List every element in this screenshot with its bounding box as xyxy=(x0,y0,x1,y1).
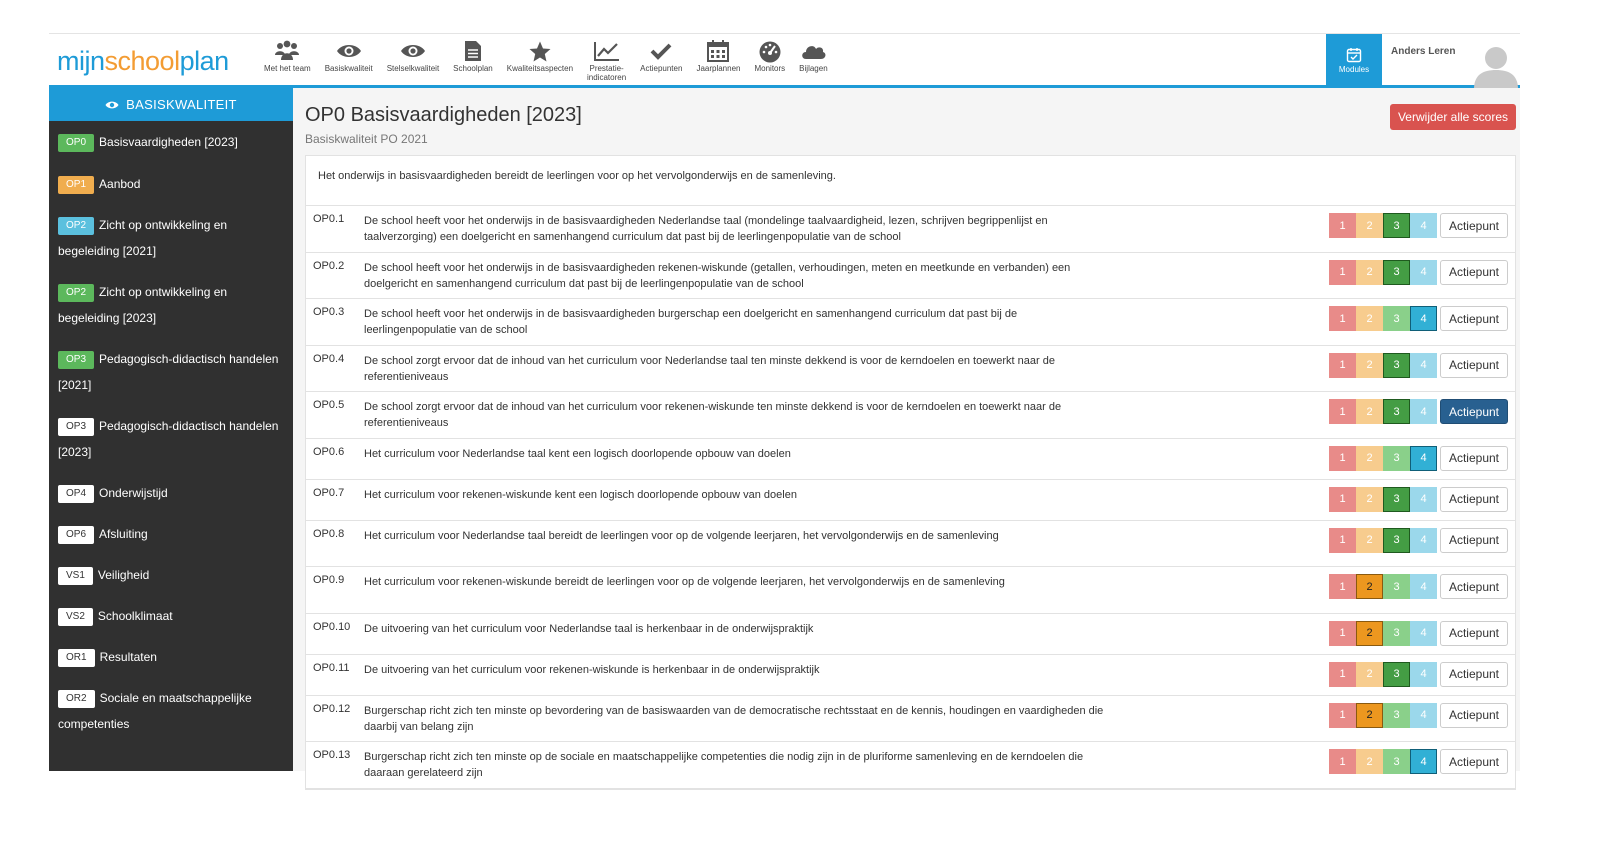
score-button-3[interactable]: 3 xyxy=(1383,574,1410,599)
nav-label: Prestatie- indicatoren xyxy=(587,64,627,82)
criterion-text: De school zorgt ervoor dat de inhoud van het curriculum voor rekenen-wiskunde ten minste dekkend is voor de kerndoelen en toewerkt naar de referentieniveaus xyxy=(364,401,1062,429)
actiepunt-button[interactable]: Actiepunt xyxy=(1440,353,1508,378)
nav-item-jaarplannen[interactable] xyxy=(689,38,747,86)
eye-icon xyxy=(400,38,426,64)
score-button-3[interactable]: 3 xyxy=(1383,487,1410,512)
sidebar-item-badge: OP6 xyxy=(58,526,94,544)
criterion-row xyxy=(306,346,1515,393)
sidebar-item-label: Schoolklimaat xyxy=(97,609,173,623)
intro-text: Het onderwijs in basisvaardigheden bereidt de leerlingen voor op het vervolgonderwijs en de samenleving. xyxy=(306,156,1515,206)
criterion-row xyxy=(306,521,1515,568)
document-icon xyxy=(464,38,482,64)
calendar-check-icon xyxy=(1346,47,1362,63)
score-button-2[interactable]: 2 xyxy=(1356,528,1383,553)
criterion-row xyxy=(306,655,1515,696)
sidebar-item-op6[interactable] xyxy=(49,513,293,554)
score-button-1[interactable]: 1 xyxy=(1329,528,1356,553)
score-button-2[interactable]: 2 xyxy=(1356,306,1383,331)
sidebar-item-op2[interactable] xyxy=(49,204,293,271)
star-icon xyxy=(529,38,551,64)
criteria-panel xyxy=(305,155,1516,790)
sidebar-item-op1[interactable] xyxy=(49,163,293,204)
logo-part-2: school xyxy=(104,46,180,76)
nav-label: Basiskwaliteit xyxy=(324,64,373,73)
score-button-4[interactable]: 4 xyxy=(1410,487,1437,512)
score-buttons xyxy=(1329,353,1437,378)
score-button-4[interactable]: 4 xyxy=(1410,260,1437,285)
actiepunt-button[interactable]: Actiepunt xyxy=(1440,213,1508,238)
top-navigation-bar xyxy=(49,33,1520,88)
actiepunt-button[interactable]: Actiepunt xyxy=(1440,574,1508,599)
sidebar-item-badge: OR2 xyxy=(58,690,95,708)
sidebar-item-vs1[interactable] xyxy=(49,554,293,595)
actiepunt-button[interactable]: Actiepunt xyxy=(1440,749,1508,774)
actiepunt-button[interactable]: Actiepunt xyxy=(1440,306,1508,331)
score-buttons xyxy=(1329,749,1437,774)
criterion-code: OP0.5 xyxy=(313,399,345,411)
nav-label: Jaarplannen xyxy=(696,64,741,73)
nav-label: Actiepunten xyxy=(640,64,683,73)
criterion-row xyxy=(306,742,1515,789)
criterion-row xyxy=(306,253,1515,300)
score-buttons xyxy=(1329,621,1437,646)
criteria-list xyxy=(306,206,1515,789)
score-button-1[interactable]: 1 xyxy=(1329,446,1356,471)
score-button-2[interactable]: 2 xyxy=(1356,213,1383,238)
score-buttons xyxy=(1329,446,1437,471)
criterion-code: OP0.3 xyxy=(313,306,345,318)
score-button-1[interactable]: 1 xyxy=(1329,749,1356,774)
actiepunt-button[interactable]: Actiepunt xyxy=(1440,399,1508,424)
score-button-1[interactable]: 1 xyxy=(1329,399,1356,424)
criterion-code: OP0.4 xyxy=(313,352,345,365)
score-button-2[interactable]: 2 xyxy=(1356,621,1383,646)
nav-label: Met het team xyxy=(264,64,311,73)
criterion-text: De school heeft voor het onderwijs in de basisvaardigheden rekenen-wiskunde (getallen, verhoudingen, meten en meetkunde en verbanden) een doelgericht en samenhangend curriculum dat past bij de leerlingenpopulatie van de school xyxy=(364,261,1071,290)
criterion-text: Het curriculum voor rekenen-wiskunde bereidt de leerlingen voor op de volgende leerjaren, het vervolgonderwijs en de samenleving xyxy=(364,576,1005,588)
criterion-code: OP0.1 xyxy=(313,213,345,225)
criterion-row xyxy=(306,206,1515,253)
score-button-4[interactable]: 4 xyxy=(1410,399,1437,424)
score-button-1[interactable]: 1 xyxy=(1329,487,1356,512)
criterion-text: De school heeft voor het onderwijs in de basisvaardigheden Nederlandse taal (mondelinge taalvaardigheid, lezen, schrijven begrippenlijst en taalverzorging) een doelgericht en samenhangend curriculum dat past bij de leerlingenpopulatie van de school xyxy=(364,215,1048,243)
score-button-1[interactable]: 1 xyxy=(1329,621,1356,646)
score-buttons xyxy=(1329,399,1437,424)
criterion-code: OP0.8 xyxy=(313,527,345,540)
nav-item-schoolplan[interactable] xyxy=(446,38,500,86)
actiepunt-button[interactable]: Actiepunt xyxy=(1440,446,1508,471)
score-button-4[interactable]: 4 xyxy=(1410,446,1437,471)
criterion-row xyxy=(306,299,1515,346)
page-subtitle: Basiskwaliteit PO 2021 xyxy=(305,132,428,146)
score-buttons xyxy=(1329,213,1437,238)
sidebar-item-label: Pedagogisch-didactisch handelen [2021] xyxy=(58,352,279,392)
criterion-row xyxy=(306,614,1515,655)
score-button-4[interactable]: 4 xyxy=(1410,306,1437,331)
nav-item-basiskwaliteit[interactable] xyxy=(318,38,380,86)
checkmark-icon xyxy=(650,38,672,64)
nav-item-stelselkwaliteit[interactable] xyxy=(380,38,446,86)
score-button-2[interactable]: 2 xyxy=(1356,574,1383,599)
score-buttons xyxy=(1329,703,1437,728)
line-chart-icon xyxy=(594,38,620,64)
score-button-3[interactable]: 3 xyxy=(1383,399,1410,424)
app-window xyxy=(49,33,1520,779)
score-button-1[interactable]: 1 xyxy=(1329,662,1356,687)
sidebar-item-op3[interactable] xyxy=(49,405,293,472)
nav-item-kwaliteitsaspecten[interactable] xyxy=(500,38,580,86)
score-button-3[interactable]: 3 xyxy=(1383,306,1410,331)
delete-all-scores-button[interactable]: Verwijder alle scores xyxy=(1390,104,1516,130)
sidebar xyxy=(49,88,293,771)
sidebar-item-badge: OP2 xyxy=(58,284,94,302)
criterion-text: Burgerschap richt zich ten minste op de sociale en maatschappelijke competenties die nodig zijn in de pluriforme samenleving en de kerndoelen die daaraan gerelateerd zijn xyxy=(364,751,1084,779)
score-button-2[interactable]: 2 xyxy=(1356,703,1383,728)
score-button-3[interactable]: 3 xyxy=(1383,662,1410,687)
logo-part-3: plan xyxy=(179,46,229,76)
score-button-2[interactable]: 2 xyxy=(1356,399,1383,424)
score-button-3[interactable]: 3 xyxy=(1383,446,1410,471)
score-button-2[interactable]: 2 xyxy=(1356,353,1383,378)
user-silhouette-icon xyxy=(1471,42,1521,89)
sidebar-item-badge: OP1 xyxy=(58,176,94,194)
sidebar-item-op3[interactable] xyxy=(49,338,293,405)
avatar[interactable] xyxy=(1471,42,1521,89)
score-button-3[interactable]: 3 xyxy=(1383,749,1410,774)
score-button-1[interactable]: 1 xyxy=(1329,703,1356,728)
score-button-3[interactable]: 3 xyxy=(1383,621,1410,646)
eye-icon xyxy=(336,38,362,64)
criterion-text: Het curriculum voor Nederlandse taal kent een logisch doorlopende opbouw van doelen xyxy=(364,447,791,460)
score-buttons xyxy=(1329,260,1437,285)
criterion-code: OP0.10 xyxy=(313,620,351,633)
team-icon xyxy=(274,38,300,64)
actiepunt-button[interactable]: Actiepunt xyxy=(1440,662,1508,687)
score-buttons xyxy=(1329,662,1437,687)
score-button-3[interactable]: 3 xyxy=(1383,353,1410,378)
actiepunt-button[interactable]: Actiepunt xyxy=(1440,528,1508,553)
sidebar-item-badge: VS1 xyxy=(58,567,93,585)
sidebar-item-badge: OP3 xyxy=(58,418,94,436)
score-button-4[interactable]: 4 xyxy=(1410,528,1437,553)
score-button-2[interactable]: 2 xyxy=(1356,662,1383,687)
sidebar-item-op4[interactable] xyxy=(49,472,293,513)
score-button-2[interactable]: 2 xyxy=(1356,487,1383,512)
page-title: OP0 Basisvaardigheden [2023] xyxy=(305,104,582,126)
score-button-3[interactable]: 3 xyxy=(1383,528,1410,553)
score-button-1[interactable]: 1 xyxy=(1329,306,1356,331)
cloud-icon xyxy=(800,38,826,64)
score-buttons xyxy=(1329,574,1437,599)
criterion-row xyxy=(306,696,1515,743)
sidebar-item-label: Zicht op ontwikkeling en begeleiding [2021] xyxy=(58,218,228,258)
logo[interactable] xyxy=(57,46,229,77)
sidebar-item-label: Onderwijstijd xyxy=(99,486,168,500)
logo-part-1: mijn xyxy=(57,46,105,76)
sidebar-item-label: Afsluiting xyxy=(99,527,148,541)
eye-icon xyxy=(105,100,119,110)
criterion-code: OP0.2 xyxy=(313,259,345,272)
score-buttons xyxy=(1329,306,1437,331)
criterion-text: De uitvoering van het curriculum voor rekenen-wiskunde is herkenbaar in de onderwijspraktijk xyxy=(364,663,820,676)
nav-item-prestatie-indicatoren[interactable] xyxy=(580,38,633,86)
nav-label: Stelselkwaliteit xyxy=(386,64,440,73)
score-button-2[interactable]: 2 xyxy=(1356,749,1383,774)
score-button-3[interactable]: 3 xyxy=(1383,213,1410,238)
criterion-row xyxy=(306,439,1515,480)
sidebar-item-op0[interactable] xyxy=(49,121,293,163)
score-button-1[interactable]: 1 xyxy=(1329,353,1356,378)
nav-label: Schoolplan xyxy=(453,64,493,73)
actiepunt-button[interactable]: Actiepunt xyxy=(1440,487,1508,512)
nav-label: Bijlagen xyxy=(799,64,828,73)
sidebar-item-label: Zicht op ontwikkeling en begeleiding [2023] xyxy=(58,285,228,325)
nav-item-met-het-team[interactable] xyxy=(257,38,318,86)
score-button-4[interactable]: 4 xyxy=(1410,574,1437,599)
sidebar-header-label: BASISKWALITEIT xyxy=(126,97,237,112)
sidebar-item-vs2[interactable] xyxy=(49,595,293,636)
criterion-code: OP0.12 xyxy=(313,702,351,715)
score-button-1[interactable]: 1 xyxy=(1329,213,1356,238)
score-button-4[interactable]: 4 xyxy=(1410,213,1437,238)
sidebar-item-or2[interactable] xyxy=(49,677,293,744)
sidebar-item-label: Aanbod xyxy=(99,177,141,191)
user-name[interactable]: Anders Leren xyxy=(1391,46,1456,57)
sidebar-item-badge: OP4 xyxy=(58,485,94,503)
criterion-text: De school zorgt ervoor dat de inhoud van het curriculum voor Nederlandse taal ten minste dekkend is voor de kerndoelen en toewerkt naar de referentieniveaus xyxy=(364,354,1055,383)
score-button-4[interactable]: 4 xyxy=(1410,353,1437,378)
criterion-text: De school heeft voor het onderwijs in de basisvaardigheden burgerschap een doelgericht en samenhangend curriculum dat past bij de leerlingenpopulatie van de school xyxy=(364,308,1018,336)
sidebar-item-badge: OP2 xyxy=(58,217,94,235)
main-nav xyxy=(257,38,835,86)
calendar-icon xyxy=(707,38,729,64)
criterion-row xyxy=(306,480,1515,521)
nav-item-bijlagen[interactable] xyxy=(792,38,834,86)
sidebar-item-badge: OP0 xyxy=(58,134,94,152)
score-button-2[interactable]: 2 xyxy=(1356,260,1383,285)
nav-label: Monitors xyxy=(754,64,786,73)
criterion-text: Het curriculum voor rekenen-wiskunde kent een logisch doorlopende opbouw van doelen xyxy=(364,488,797,501)
sidebar-item-badge: OP3 xyxy=(58,351,94,369)
score-buttons xyxy=(1329,487,1437,512)
sidebar-items xyxy=(49,121,293,744)
criterion-text: Burgerschap richt zich ten minste op bevordering van de basiswaarden van de democratische rechtsstaat en de kennis, houdingen en vaardigheden die daarbij van belang zijn xyxy=(364,704,1104,733)
actiepunt-button[interactable]: Actiepunt xyxy=(1440,621,1508,646)
nav-item-actiepunten[interactable] xyxy=(633,38,689,86)
criterion-code: OP0.13 xyxy=(313,749,351,761)
score-button-4[interactable]: 4 xyxy=(1410,749,1437,774)
criterion-text: De uitvoering van het curriculum voor Nederlandse taal is herkenbaar in de onderwijspraktijk xyxy=(364,622,814,635)
sidebar-header[interactable] xyxy=(49,88,293,121)
sidebar-item-or1[interactable] xyxy=(49,636,293,677)
score-button-1[interactable]: 1 xyxy=(1329,574,1356,599)
score-button-1[interactable]: 1 xyxy=(1329,260,1356,285)
criterion-code: OP0.7 xyxy=(313,486,345,499)
score-button-3[interactable]: 3 xyxy=(1383,703,1410,728)
sidebar-item-label: Veiligheid xyxy=(97,568,150,582)
score-button-4[interactable]: 4 xyxy=(1410,703,1437,728)
score-buttons xyxy=(1329,528,1437,553)
sidebar-item-badge: VS2 xyxy=(58,608,93,626)
score-button-4[interactable]: 4 xyxy=(1410,662,1437,687)
criterion-text: Het curriculum voor Nederlandse taal bereidt de leerlingen voor op de volgende leerjaren, het vervolgonderwijs en de samenleving xyxy=(364,529,999,542)
sidebar-item-op2[interactable] xyxy=(49,271,293,338)
modules-button[interactable] xyxy=(1326,34,1382,86)
sidebar-item-label: Basisvaardigheden [2023] xyxy=(99,135,238,149)
actiepunt-button[interactable]: Actiepunt xyxy=(1440,703,1508,728)
criterion-code: OP0.9 xyxy=(313,574,345,586)
sidebar-item-label: Pedagogisch-didactisch handelen [2023] xyxy=(58,419,279,459)
sidebar-item-label: Sociale en maatschappelijke competenties xyxy=(58,691,252,731)
nav-item-monitors[interactable] xyxy=(747,38,792,86)
nav-label: Kwaliteitsaspecten xyxy=(506,64,574,73)
actiepunt-button[interactable]: Actiepunt xyxy=(1440,260,1508,285)
criterion-code: OP0.11 xyxy=(313,661,350,674)
score-button-3[interactable]: 3 xyxy=(1383,260,1410,285)
criterion-row xyxy=(306,392,1515,439)
criterion-code: OP0.6 xyxy=(313,445,345,458)
sidebar-item-badge: OR1 xyxy=(58,649,95,667)
score-button-2[interactable]: 2 xyxy=(1356,446,1383,471)
sidebar-item-label: Resultaten xyxy=(99,650,157,664)
criterion-row xyxy=(306,567,1515,614)
score-button-4[interactable]: 4 xyxy=(1410,621,1437,646)
modules-label: Modules xyxy=(1338,64,1370,74)
main-content xyxy=(293,88,1520,779)
dashboard-icon xyxy=(758,38,782,64)
